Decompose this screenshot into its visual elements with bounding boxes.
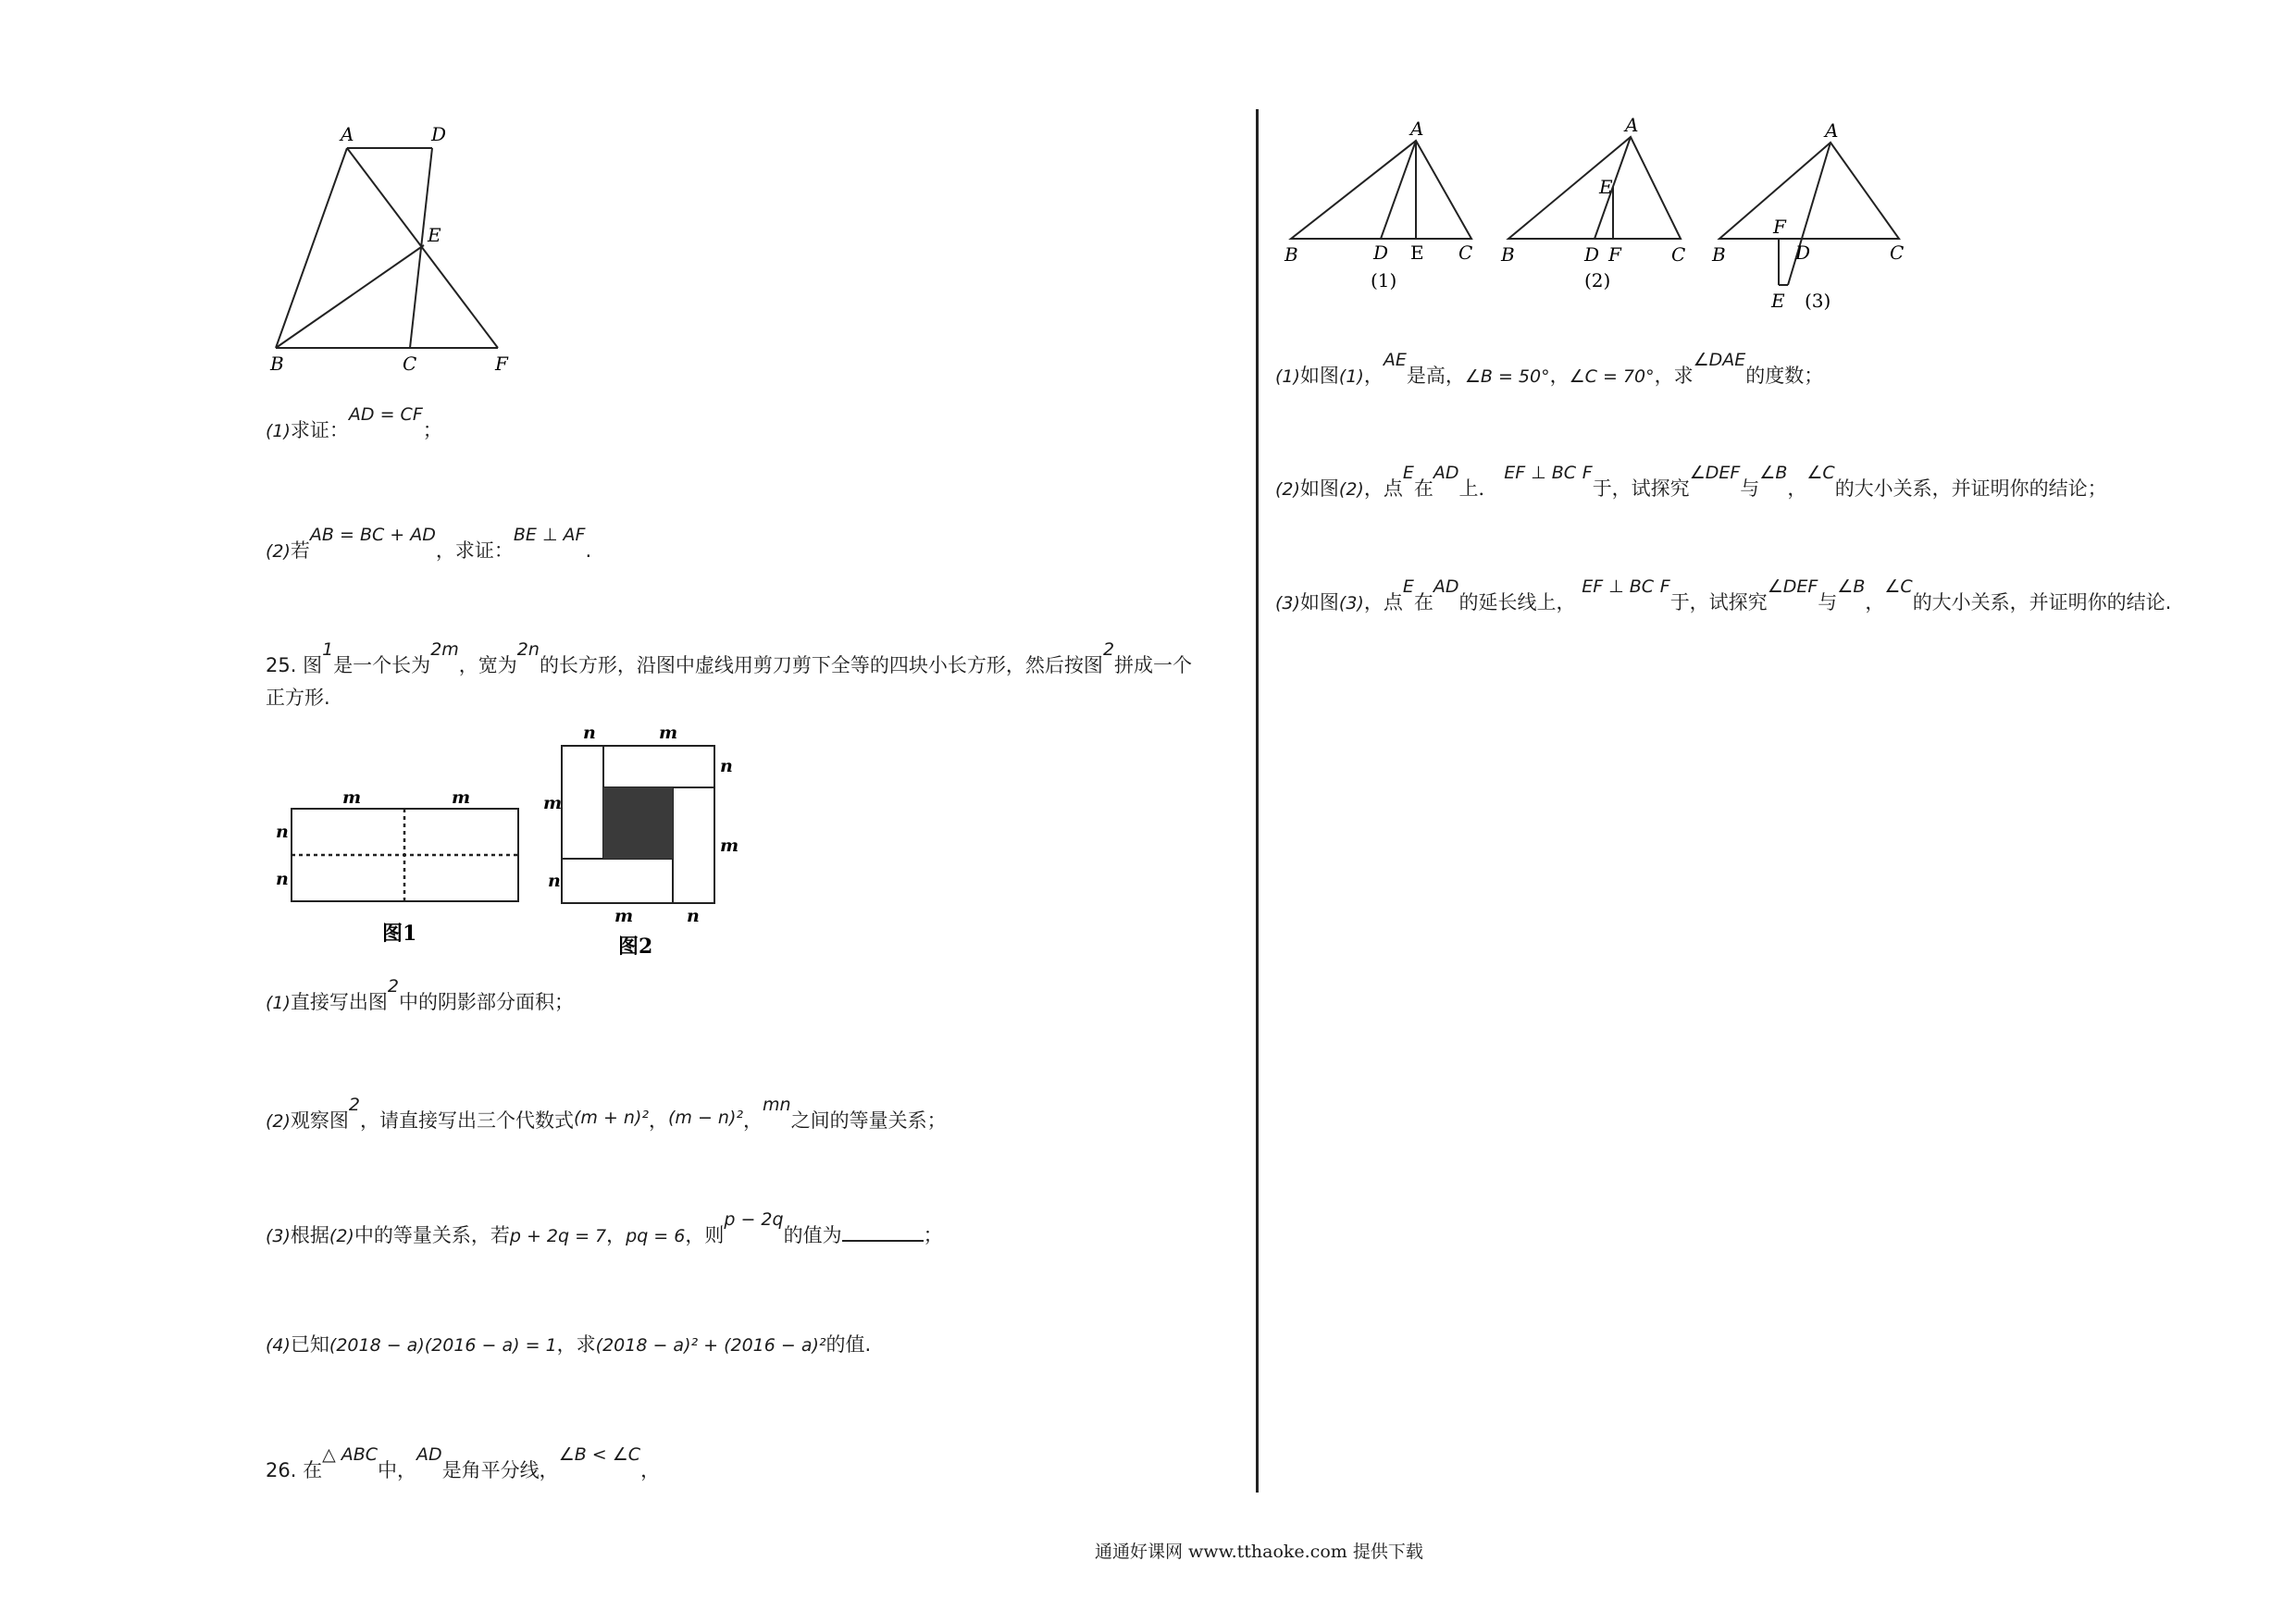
label-n: n <box>720 756 733 776</box>
page-footer: 通通好课网 www.tthaoke.com 提供下载 <box>1095 1542 1423 1562</box>
rectangle-figure-1 <box>268 785 537 951</box>
figure-caption: (2) <box>1584 269 1611 291</box>
square-figure-2 <box>539 720 751 960</box>
label-E: E <box>1771 290 1785 312</box>
answer-blank <box>842 1223 924 1242</box>
math-expr: AB = BC + AD <box>309 525 436 545</box>
math-expr: BE ⊥ AF <box>513 525 586 545</box>
triangle-figure-2 <box>1492 111 1695 305</box>
label-n: n <box>276 822 289 842</box>
q25-part2: (2)观察图2，请直接写出三个代数式(m + n)²，(m − n)²，mn之间的等量关系； <box>266 1095 947 1132</box>
label-B: B <box>270 353 284 375</box>
label-m: m <box>452 787 471 808</box>
label-C: C <box>1890 242 1905 264</box>
label-A: A <box>1625 114 1639 136</box>
label-n: n <box>276 869 289 889</box>
q26-part2: (2)如图(2)，点E在AD上． EF ⊥ BC F于，试探究∠DEF与∠B，∠C的大小关系，并证明你的结论； <box>1275 463 2107 500</box>
label-A: A <box>1410 118 1424 140</box>
trapezoid-figure <box>259 118 527 378</box>
label-F: F <box>1608 243 1621 266</box>
part-number: (1) <box>266 421 291 441</box>
figure-caption: (3) <box>1805 290 1831 312</box>
label-B: B <box>1501 243 1515 266</box>
label-A: A <box>1825 119 1839 142</box>
label-F: F <box>1773 216 1786 238</box>
label-F: F <box>495 353 508 375</box>
column-divider <box>1256 109 1259 1493</box>
q25-part4: (4)已知(2018 − a)(2016 − a) = 1，求(2018 − a)² + (2016 − a)²的值. <box>266 1333 872 1356</box>
label-D: D <box>1795 242 1811 264</box>
label-D: D <box>1373 242 1389 264</box>
label-B: B <box>1285 243 1298 266</box>
triangle-figure-3 <box>1705 117 1927 320</box>
label-n: n <box>583 723 596 743</box>
label-m: m <box>342 787 362 808</box>
label-B: B <box>1712 243 1726 266</box>
q25-part3: (3)根据(2)中的等量关系，若p + 2q = 7，pq = 6，则p − 2q的值为 ； <box>266 1209 943 1246</box>
q25-stem-line2: 正方形. <box>266 687 330 709</box>
label-m: m <box>614 906 634 926</box>
label-E: E <box>1599 176 1613 198</box>
label-E: E <box>1410 242 1424 264</box>
label-A: A <box>341 123 354 145</box>
label-m: m <box>659 723 678 743</box>
q24-part1: (1)求证：AD = CF； <box>266 404 442 441</box>
label-D: D <box>431 123 447 145</box>
q26-stem: 26. 在△ ABC中，AD是角平分线，∠B < ∠C， <box>266 1444 661 1481</box>
q26-part1: (1)如图(1)，AE是高，∠B = 50°，∠C = 70°，求∠DAE的度数； <box>1275 350 1824 387</box>
label-n: n <box>687 906 700 926</box>
q25-stem: 25. 图1是一个长为2m，宽为2n的长方形，沿图中虚线用剪刀剪下全等的四块小长方形，然后按图2拼成一个 <box>266 639 1193 676</box>
label-n: n <box>548 871 561 891</box>
label-C: C <box>1671 243 1686 266</box>
label-E: E <box>428 224 441 246</box>
figure-caption: 图2 <box>618 935 653 959</box>
q26-part3: (3)如图(3)，点E在AD的延长线上， EF ⊥ BC F于，试探究∠DEF与∠B，∠C的大小关系，并证明你的结论. <box>1275 576 2172 613</box>
math-expr: AD = CF <box>348 404 423 425</box>
label-m: m <box>543 793 563 813</box>
part-number: (2) <box>266 541 291 562</box>
q24-part2: (2)若AB = BC + AD，求证：BE ⊥ AF. <box>266 525 592 562</box>
q25-part1: (1)直接写出图2中的阴影部分面积； <box>266 976 575 1013</box>
label-C: C <box>403 353 417 375</box>
triangle-figure-1 <box>1277 117 1490 302</box>
label-C: C <box>1458 242 1473 264</box>
figure-caption: (1) <box>1371 269 1397 291</box>
label-D: D <box>1584 243 1600 266</box>
figure-caption: 图1 <box>382 922 417 946</box>
label-m: m <box>720 836 739 856</box>
